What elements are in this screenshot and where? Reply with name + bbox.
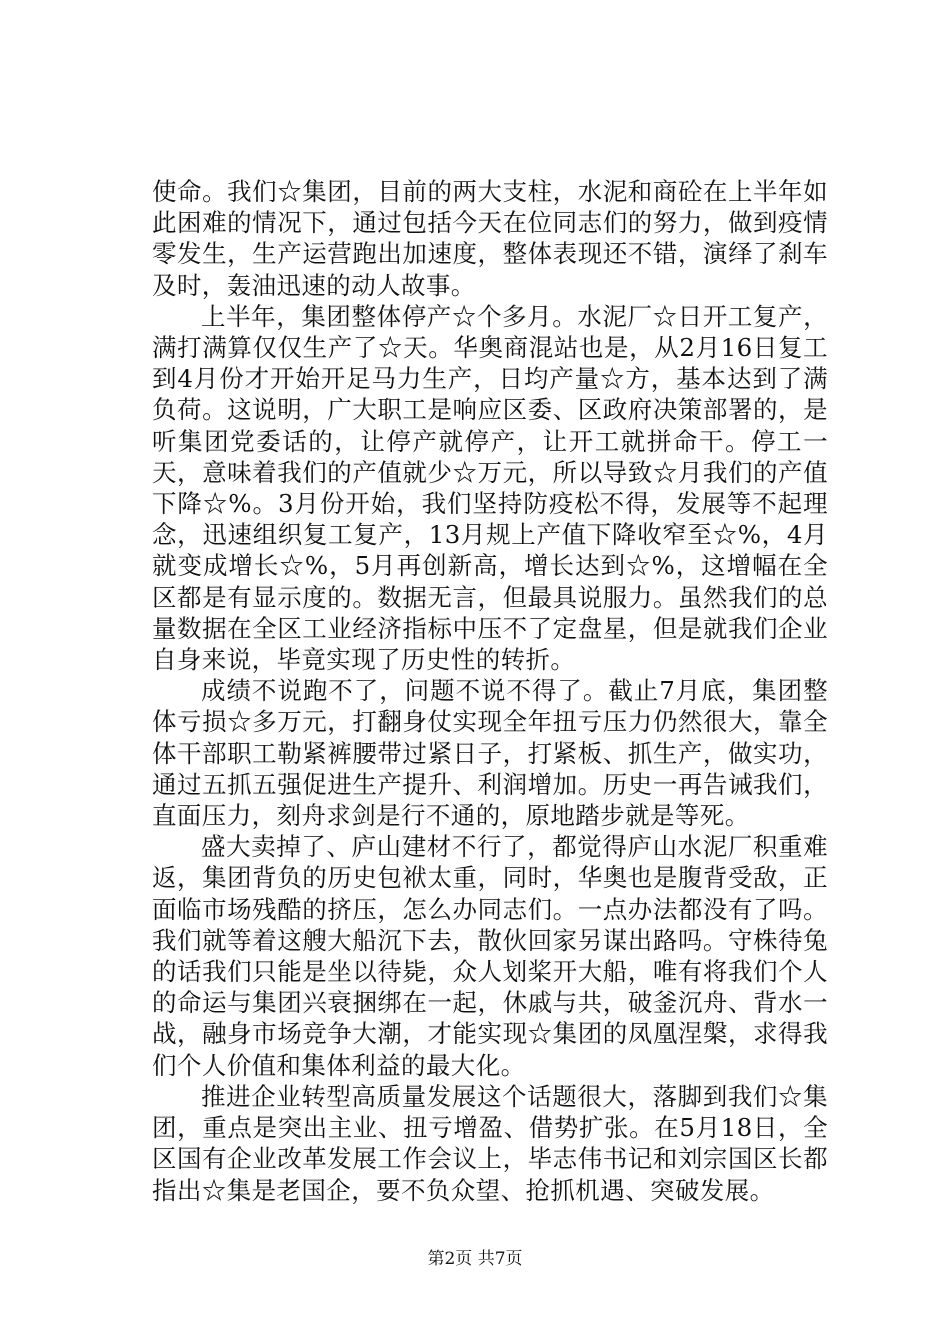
paragraph-4: 盛大卖掉了、庐山建材不行了，都觉得庐山水泥厂积重难返，集团背负的历史包袱太重，同时，华奥也是腹背受敌，正面临市场残酷的挤压，怎么办同志们。一点办法都没有了吗。我们就等着这艘大船沉下去，散伙回家另谋出路吗。守株待兔的话我们只能是坐以待毙，众人划桨开大船，唯有将我们个人的命运与集团兴衰捆绑在一起，休戚与共，破釜沉舟、背水一战，融身市场竞争大潮，才能实现☆集团的凤凰涅槃，求得我们个人价值和集体利益的最大化。 — [152, 832, 828, 1080]
page-footer: 第2页 共7页 — [427, 1249, 523, 1269]
paragraph-3: 成绩不说跑不了，问题不说不得了。截止7月底，集团整体亏损☆多万元，打翻身仗实现全年扭亏压力仍然很大，靠全体干部职工勒紧裤腰带过紧日子，打紧板、抓生产，做实功，通过五抓五强促进生产提升、利润增加。历史一再告诫我们，直面压力，刻舟求剑是行不通的，原地踏步就是等死。 — [152, 676, 828, 831]
paragraph-2: 上半年，集团整体停产☆个多月。水泥厂☆日开工复产，满打满算仅仅生产了☆天。华奥商混站也是，从2月16日复工到4月份才开始开足马力生产，日均产量☆方，基本达到了满负荷。这说明，广大职工是响应区委、区政府决策部署的，是听集团党委话的，让停产就停产，让开工就拼命干。停工一天，意味着我们的产值就少☆万元，所以导致☆月我们的产值下降☆%。3月份开始，我们坚持防疫松不得，发展等不起理念，迅速组织复工复产，13月规上产值下降收窄至☆%，4月就变成增长☆%，5月再创新高，增长达到☆%，这增幅在全区都是有显示度的。数据无言，但最具说服力。虽然我们的总量数据在全区工业经济指标中压不了定盘星，但是就我们企业自身来说，毕竟实现了历史性的转折。 — [152, 301, 828, 675]
paragraph-1: 使命。我们☆集团，目前的两大支柱，水泥和商砼在上半年如此困难的情况下，通过包括今天在位同志们的努力，做到疫情零发生，生产运营跑出加速度，整体表现还不错，演绎了刹车及时，轰油迅速的动人故事。 — [152, 177, 828, 300]
paragraph-5: 推进企业转型高质量发展这个话题很大，落脚到我们☆集团，重点是突出主业、扭亏增盈、借势扩张。在5月18日，全区国有企业改革发展工作会议上，毕志伟书记和刘宗国区长都指出☆集是老国企，要不负众望、抢抓机遇、突破发展。 — [152, 1081, 828, 1205]
body-text — [152, 176, 828, 1206]
